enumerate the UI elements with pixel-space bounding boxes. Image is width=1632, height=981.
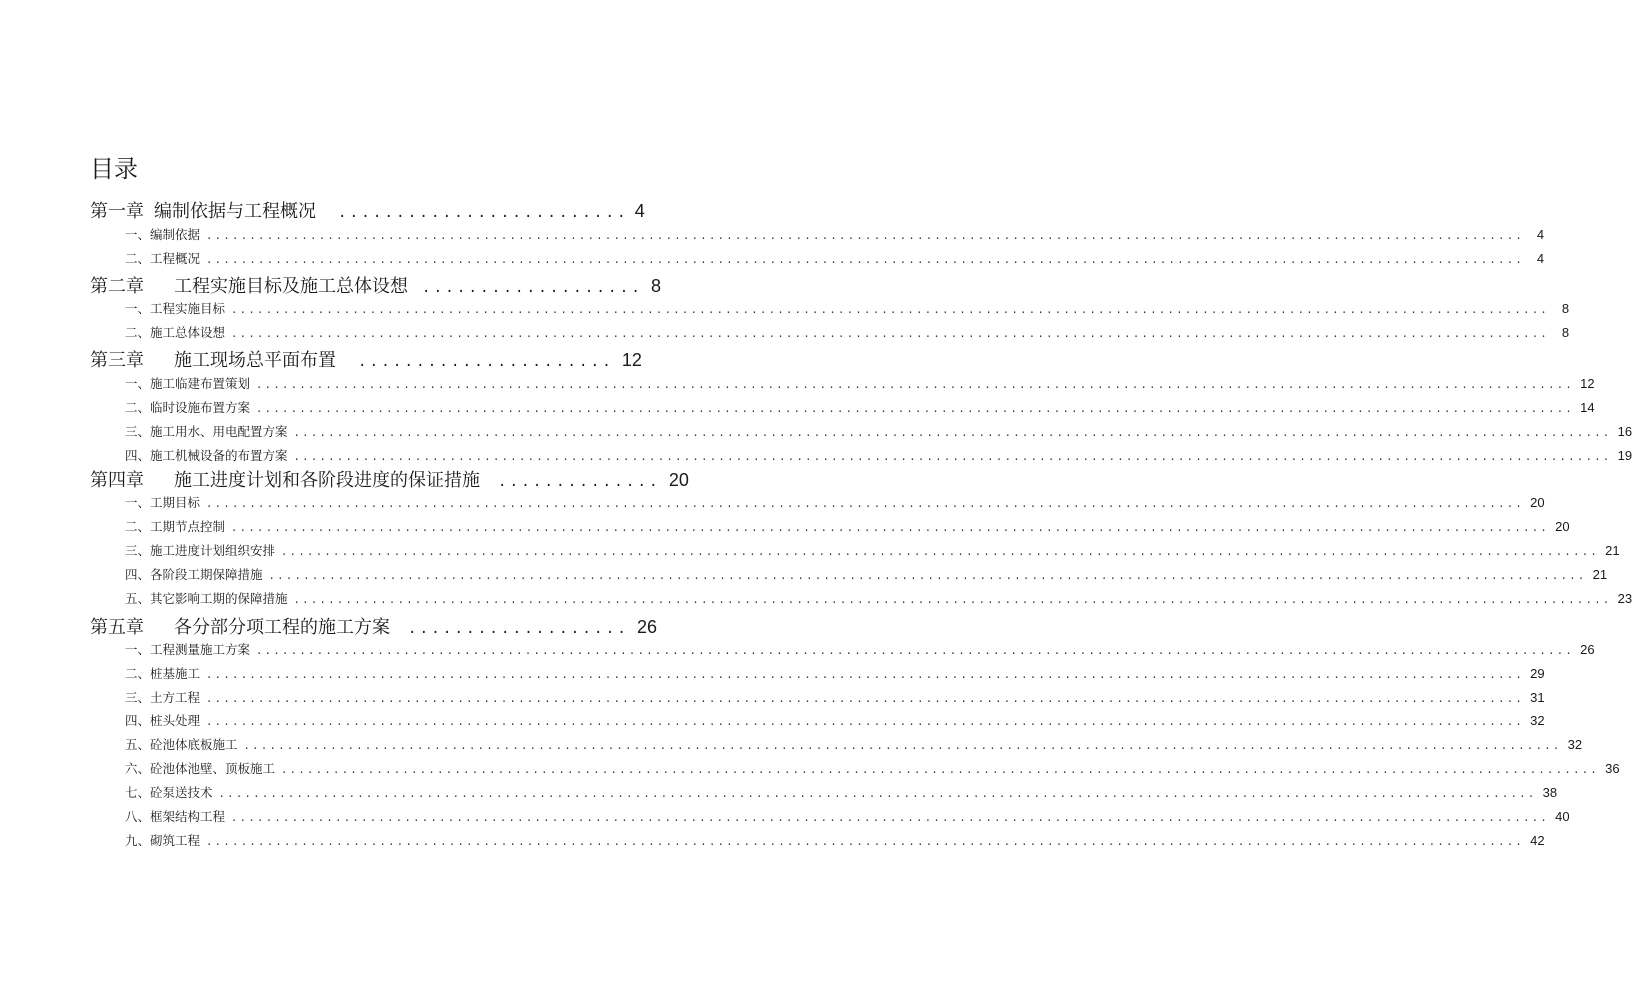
dot-leader: ........................................................................................................................................................ [231,328,1550,340]
dot-leader: ........................................................................................................................................................ [243,740,1562,752]
toc-chapter-5[interactable] [90,614,657,640]
dot-leader: ........................................................................................................................................................ [281,764,1600,776]
toc-section-2-1[interactable] [125,299,1570,319]
chapter-title: 施工现场总平面布置 [174,350,336,371]
chapter-page-number: 26 [636,617,657,637]
section-page-number: 14 [1580,400,1595,415]
toc-section-5-2[interactable] [125,664,1545,684]
chapter-number: 第二章 [90,276,144,297]
toc-section-3-3[interactable] [125,422,1632,442]
toc-section-5-7[interactable] [125,783,1558,803]
toc-title: 目录 [90,155,138,183]
toc-section-4-1[interactable] [125,493,1545,513]
dot-leader: ........................................................................................................................................................ [206,498,1525,510]
section-title: 六、砼池体池壁、顶板施工 [125,761,276,776]
dot-leader: ........................................................................................................................................................ [206,669,1525,681]
dot-leader: ........................................................................................................................................................ [231,304,1550,316]
dot-leader: ........................................................................................................................................................ [293,427,1612,439]
toc-section-3-4[interactable] [125,446,1632,466]
dot-leader: ................... [408,621,629,637]
section-page-number: 20 [1555,519,1570,534]
section-page-number: 42 [1530,833,1545,848]
dot-leader: ................... [422,280,643,296]
section-title: 五、其它影响工期的保障措施 [125,591,288,606]
toc-chapter-2[interactable] [90,273,661,299]
section-title: 一、施工临建布置策划 [125,376,251,391]
section-title: 四、各阶段工期保障措施 [125,567,263,582]
section-title: 一、编制依据 [125,227,201,242]
chapter-number: 第四章 [90,470,144,491]
dot-leader: ........................................................................................................................................................ [256,379,1575,391]
toc-section-4-2[interactable] [125,517,1570,537]
section-title: 八、框架结构工程 [125,809,226,824]
dot-leader: .............. [498,474,661,490]
section-page-number: 8 [1561,301,1570,316]
toc-section-4-4[interactable] [125,565,1608,585]
section-page-number: 4 [1536,227,1545,242]
section-title: 三、土方工程 [125,690,201,705]
section-page-number: 12 [1580,376,1595,391]
section-title: 七、砼泵送技术 [125,785,213,800]
section-page-number: 32 [1567,737,1583,752]
section-page-number: 8 [1561,325,1570,340]
section-page-number: 26 [1580,642,1595,657]
chapter-number: 第五章 [90,617,144,638]
dot-leader: ........................................................................................................................................................ [218,788,1537,800]
dot-leader: ........................................................................................................................................................ [206,693,1525,705]
dot-leader: ........................................................................................................................................................ [231,522,1550,534]
dot-leader: ........................................................................................................................................................ [206,716,1525,728]
toc-section-4-3[interactable] [125,541,1620,561]
section-page-number: 36 [1605,761,1620,776]
chapter-page-number: 4 [634,201,645,221]
chapter-number: 第一章 [90,201,144,222]
chapter-page-number: 8 [650,276,661,296]
dot-leader: ...................... [358,354,614,370]
chapter-title: 各分部分项工程的施工方案 [174,617,390,638]
toc-section-5-4[interactable] [125,711,1545,731]
section-page-number: 21 [1605,543,1620,558]
toc-section-5-6[interactable] [125,759,1620,779]
chapter-title: 施工进度计划和各阶段进度的保证措施 [174,470,480,491]
section-title: 三、施工用水、用电配置方案 [125,424,288,439]
toc-chapter-3[interactable] [90,347,642,373]
dot-leader: ........................................................................................................................................................ [256,645,1575,657]
section-title: 四、桩头处理 [125,713,201,728]
section-title: 五、砼池体底板施工 [125,737,238,752]
toc-section-4-5[interactable] [125,589,1632,609]
toc-section-5-9[interactable] [125,831,1545,851]
toc-chapter-4[interactable] [90,467,689,493]
section-page-number: 32 [1530,713,1545,728]
dot-leader: ........................................................................................................................................................ [256,403,1575,415]
toc-chapter-1[interactable] [90,198,645,224]
section-title: 二、临时设施布置方案 [125,400,251,415]
chapter-title: 编制依据与工程概况 [154,201,316,222]
dot-leader: ........................................................................................................................................................ [206,254,1525,266]
section-title: 二、工期节点控制 [125,519,226,534]
section-page-number: 16 [1617,424,1632,439]
dot-leader: ......................... [338,205,629,221]
dot-leader: ........................................................................................................................................................ [293,594,1612,606]
toc-section-5-8[interactable] [125,807,1570,827]
toc-section-2-2[interactable] [125,323,1570,343]
chapter-page-number: 12 [621,350,642,370]
dot-leader: ........................................................................................................................................................ [231,812,1550,824]
dot-leader: ........................................................................................................................................................ [268,570,1587,582]
section-title: 三、施工进度计划组织安排 [125,543,276,558]
section-page-number: 21 [1592,567,1608,582]
section-page-number: 40 [1555,809,1570,824]
section-title: 一、工期目标 [125,495,201,510]
dot-leader: ........................................................................................................................................................ [206,836,1525,848]
chapter-page-number: 20 [668,470,689,490]
section-title: 二、桩基施工 [125,666,201,681]
section-title: 二、施工总体设想 [125,325,226,340]
toc-section-5-3[interactable] [125,688,1545,708]
section-page-number: 19 [1617,448,1632,463]
toc-section-3-1[interactable] [125,374,1595,394]
section-page-number: 23 [1617,591,1632,606]
section-page-number: 29 [1530,666,1545,681]
section-page-number: 4 [1536,251,1545,266]
toc-section-1-2[interactable] [125,249,1545,269]
dot-leader: ........................................................................................................................................................ [206,230,1525,242]
toc-section-3-2[interactable] [125,398,1595,418]
dot-leader: ........................................................................................................................................................ [281,546,1600,558]
section-title: 四、施工机械设备的布置方案 [125,448,288,463]
section-title: 一、工程测量施工方案 [125,642,251,657]
chapter-title: 工程实施目标及施工总体设想 [174,276,408,297]
section-page-number: 31 [1530,690,1545,705]
section-page-number: 38 [1542,785,1558,800]
section-title: 二、工程概况 [125,251,201,266]
toc-section-5-5[interactable] [125,735,1583,755]
toc-section-5-1[interactable] [125,640,1595,660]
chapter-number: 第三章 [90,350,144,371]
section-page-number: 20 [1530,495,1545,510]
section-title: 九、砌筑工程 [125,833,201,848]
dot-leader: ........................................................................................................................................................ [293,451,1612,463]
section-title: 一、工程实施目标 [125,301,226,316]
toc-section-1-1[interactable] [125,225,1545,245]
